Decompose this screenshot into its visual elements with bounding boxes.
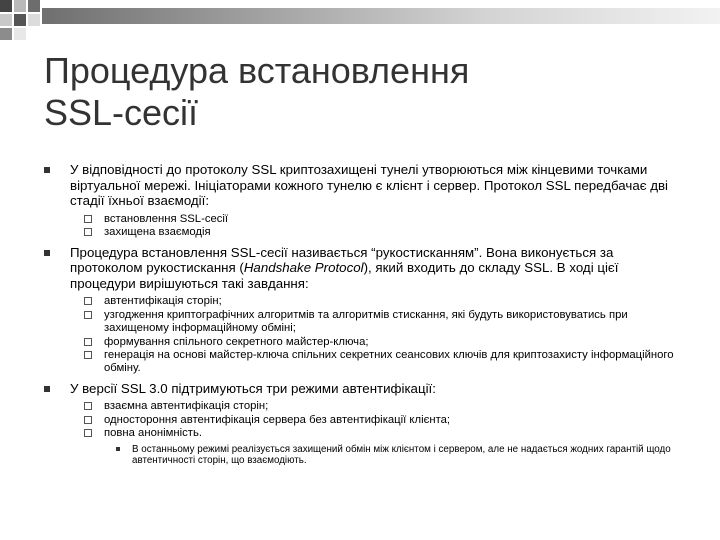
decor-square bbox=[14, 14, 26, 26]
decor-square bbox=[28, 0, 40, 12]
square-bullet-icon bbox=[44, 386, 50, 392]
sub-bullet-text: формування спільного секретного майстер-ключа; bbox=[104, 335, 369, 348]
bullet-text-part: Процедура встановлення SSL-сесії називається “рукостисканням”. Вона виконується за протоколом рукостискання ( bbox=[70, 244, 614, 276]
hollow-square-bullet-icon bbox=[84, 228, 92, 236]
bullet-text: У відповідності до протоколу SSL криптозахищені тунелі утворюються між кінцевими точками віртуальної мережі. Ініціаторами кожного тунелю є клієнт і сервер. Протокол SSL передбачає дві стадії їхньої взаємодії: bbox=[70, 162, 668, 209]
sub-bullet-text: генерація на основі майстер-ключа спільних секретних сеансових ключів для криптозахисту інформаційного обміну. bbox=[104, 349, 674, 375]
sub-bullet-item bbox=[44, 295, 684, 308]
small-square-bullet-icon bbox=[116, 447, 120, 451]
decor-square bbox=[0, 0, 12, 12]
sub-bullet-item bbox=[44, 427, 684, 440]
hollow-square-bullet-icon bbox=[84, 351, 92, 359]
sub-bullet-text: встановлення SSL-сесії bbox=[104, 212, 229, 225]
hollow-square-bullet-icon bbox=[84, 311, 92, 319]
sub-bullet-item bbox=[44, 213, 684, 226]
decor-square bbox=[14, 0, 26, 12]
hollow-square-bullet-icon bbox=[84, 429, 92, 437]
hollow-square-bullet-icon bbox=[84, 338, 92, 346]
hollow-square-bullet-icon bbox=[84, 297, 92, 305]
decor-square bbox=[0, 28, 12, 40]
sub-sub-bullet-item bbox=[44, 444, 684, 467]
sub-bullet-item bbox=[44, 226, 684, 239]
sub-bullet-text: захищена взаємодія bbox=[104, 226, 211, 239]
bullet-text-part: ), який входить до складу SSL. В ході цієї процедури вирішуються такі завдання: bbox=[70, 260, 619, 291]
bullet-item bbox=[44, 245, 684, 292]
decor-square bbox=[14, 28, 26, 40]
slide-content bbox=[44, 162, 684, 466]
sub-bullet-item bbox=[44, 400, 684, 413]
hollow-square-bullet-icon bbox=[84, 215, 92, 223]
slide-title bbox=[44, 50, 684, 134]
header-decoration bbox=[0, 0, 720, 40]
sub-bullet-text: автентифікація сторін; bbox=[104, 295, 222, 308]
bullet-item bbox=[44, 162, 684, 209]
sub-bullet-item bbox=[44, 309, 684, 336]
hollow-square-bullet-icon bbox=[84, 402, 92, 410]
sub-bullet-item bbox=[44, 414, 684, 427]
sub-bullet-text: взаємна автентифікація сторін; bbox=[104, 400, 269, 413]
bullet-text: У версії SSL 3.0 підтримуються три режими автентифікації: bbox=[70, 380, 436, 396]
bullet-item bbox=[44, 381, 684, 397]
decor-square bbox=[28, 14, 40, 26]
sub-bullet-text: узгодження криптографічних алгоритмів та алгоритмів стискання, які будуть використовуватись при захищеному інформаційному обміні; bbox=[104, 308, 628, 335]
square-bullet-icon bbox=[44, 167, 50, 173]
sub-bullet-text: повна анонімність. bbox=[104, 427, 202, 440]
sub-bullet-item bbox=[44, 336, 684, 349]
title-line-1: Процедура встановлення bbox=[44, 50, 470, 91]
bullet-text-italic: Handshake Protocol bbox=[243, 260, 364, 276]
square-bullet-icon bbox=[44, 250, 50, 256]
sub-bullet-text: одностороння автентифікація сервера без автентифікації клієнта; bbox=[104, 413, 451, 426]
note-text: В останньому режимі реалізується захищений обмін між клієнтом і сервером, але не надається жодних гарантій щодо автентичності сторін, що взаємодіють. bbox=[132, 443, 671, 467]
hollow-square-bullet-icon bbox=[84, 416, 92, 424]
decor-square bbox=[0, 14, 12, 26]
title-line-2: SSL-сесії bbox=[44, 92, 199, 133]
sub-bullet-item bbox=[44, 349, 684, 376]
header-gradient-bar bbox=[42, 8, 720, 24]
